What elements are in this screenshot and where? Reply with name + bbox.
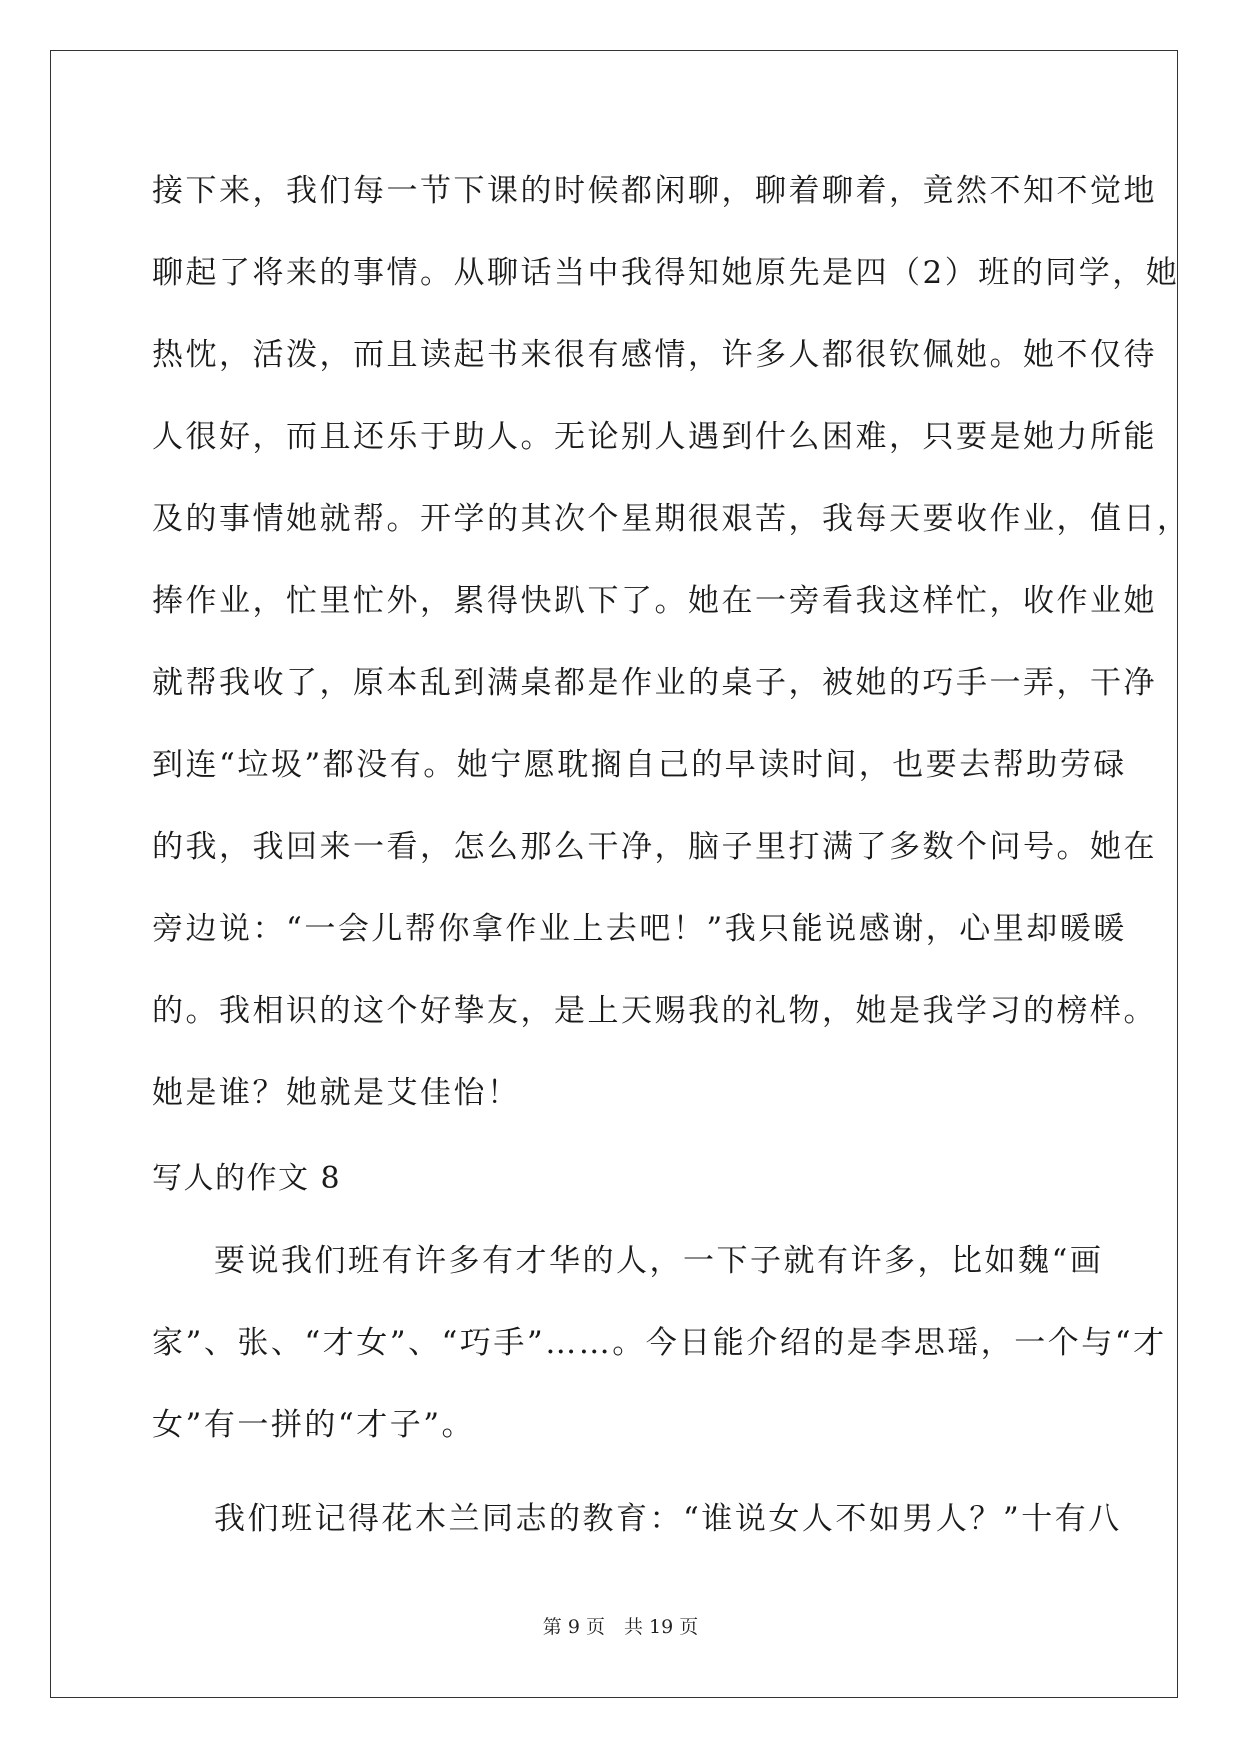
text-line: 聊起了将来的事情。从聊话当中我得知她原先是四（2）班的同学，她 <box>152 255 1180 291</box>
paragraph-3 <box>152 1488 1122 1570</box>
paragraph-2 <box>152 1230 1167 1476</box>
section-title: 写人的作文 8 <box>152 1161 342 1196</box>
text-line: 的我，我回来一看，怎么那么干净，脑子里打满了多数个问号。她在 <box>152 829 1157 865</box>
text-line: 旁边说：“一会儿帮你拿作业上去吧！”我只能说感谢，心里却暖暖 <box>152 911 1127 947</box>
text-line: 我们班记得花木兰同志的教育：“谁说女人不如男人？”十有八 <box>214 1501 1122 1537</box>
text-line: 捧作业，忙里忙外，累得快趴下了。她在一旁看我这样忙，收作业她 <box>152 583 1157 619</box>
text-line: 就帮我收了，原本乱到满桌都是作业的桌子，被她的巧手一弄，干净 <box>152 665 1157 701</box>
text-line: 到连“垃圾”都没有。她宁愿耽搁自己的早读时间，也要去帮助劳碌 <box>152 747 1127 783</box>
text-line: 要说我们班有许多有才华的人，一下子就有许多，比如魏“画 <box>214 1243 1104 1279</box>
document-body <box>152 160 1191 1570</box>
text-line: 她是谁？她就是艾佳怡！ <box>152 1075 521 1111</box>
paragraph-1 <box>152 160 1191 1144</box>
text-line: 的。我相识的这个好挚友，是上天赐我的礼物，她是我学习的榜样。 <box>152 993 1157 1029</box>
text-line: 家”、张、“才女”、“巧手”……。今日能介绍的是李思瑶，一个与“才 <box>152 1325 1167 1361</box>
text-line: 及的事情她就帮。开学的其次个星期很艰苦，我每天要收作业，值日， <box>152 501 1191 537</box>
text-line: 人很好，而且还乐于助人。无论别人遇到什么困难，只要是她力所能 <box>152 419 1157 455</box>
text-line: 接下来，我们每一节下课的时候都闲聊，聊着聊着，竟然不知不觉地 <box>152 173 1157 209</box>
text-line: 热忱，活泼，而且读起书来很有感情，许多人都很钦佩她。她不仅待 <box>152 337 1157 373</box>
page-number-footer: 第 9 页 共 19 页 <box>542 1616 699 1638</box>
text-line: 女”有一拼的“才子”。 <box>152 1407 476 1443</box>
